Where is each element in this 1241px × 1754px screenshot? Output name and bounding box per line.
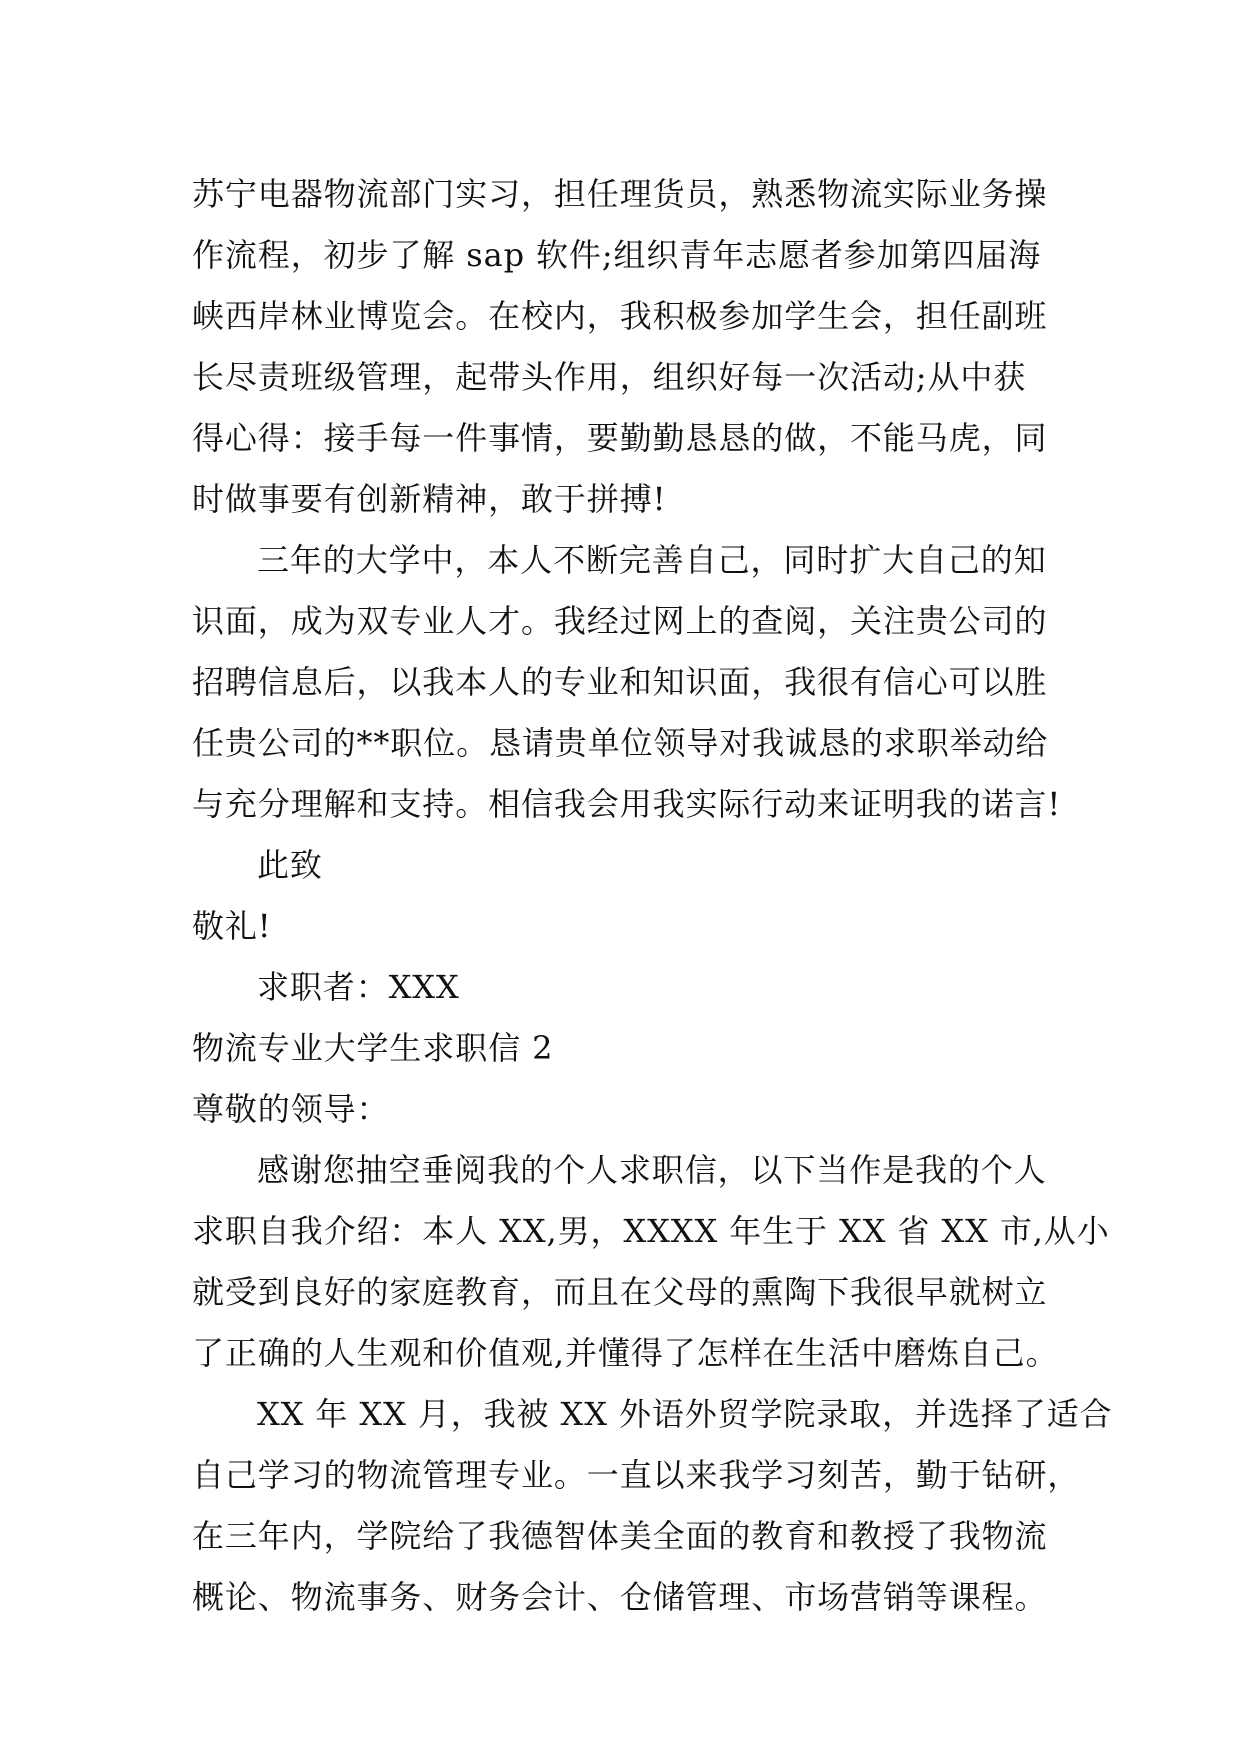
text-line: 就受到良好的家庭教育，而且在父母的熏陶下我很早就树立: [192, 1273, 1048, 1311]
text-line: 招聘信息后，以我本人的专业和知识面，我很有信心可以胜: [192, 663, 1048, 701]
section-title: 物流专业大学生求职信 2: [192, 1029, 554, 1067]
text-line: 了正确的人生观和价值观,并懂得了怎样在生活中磨炼自己。: [192, 1334, 1059, 1372]
text-line: 得心得：接手每一件事情，要勤勤恳恳的做，不能马虎，同: [192, 419, 1048, 457]
greeting-line: 尊敬的领导：: [192, 1090, 390, 1128]
text-line: 自己学习的物流管理专业。一直以来我学习刻苦，勤于钻研，: [192, 1456, 1081, 1494]
paragraph-start-line: XX 年 XX 月，我被 XX 外语外贸学院录取，并选择了适合: [257, 1395, 1113, 1433]
text-line: 任贵公司的**职位。恳请贵单位领导对我诚恳的求职举动给: [192, 724, 1049, 762]
closing-regards: 敬礼!: [192, 907, 272, 945]
text-line: 在三年内，学院给了我德智体美全面的教育和教授了我物流: [192, 1517, 1048, 1555]
text-line: 峡西岸林业博览会。在校内，我积极参加学生会，担任副班: [192, 297, 1048, 335]
paragraph-start-line: 三年的大学中，本人不断完善自己，同时扩大自己的知: [257, 541, 1047, 579]
paragraph-start-line: 感谢您抽空垂阅我的个人求职信，以下当作是我的个人: [257, 1151, 1047, 1189]
text-line: 求职自我介绍：本人 XX,男，XXXX 年生于 XX 省 XX 市,从小: [192, 1212, 1110, 1250]
signature-line: 求职者：XXX: [257, 968, 460, 1006]
letter-body: [192, 164, 1113, 1628]
text-line: 苏宁电器物流部门实习，担任理货员，熟悉物流实际业务操: [192, 175, 1048, 213]
text-line: 识面，成为双专业人才。我经过网上的查阅，关注贵公司的: [192, 602, 1048, 640]
text-line: 与充分理解和支持。相信我会用我实际行动来证明我的诺言!: [192, 785, 1062, 823]
closing-salutation: 此致: [257, 846, 323, 884]
text-line: 概论、物流事务、财务会计、仓储管理、市场营销等课程。: [192, 1578, 1048, 1616]
text-line: 作流程，初步了解 sap 软件;组织青年志愿者参加第四届海: [192, 236, 1042, 274]
text-line: 长尽责班级管理，起带头作用，组织好每一次活动;从中获: [192, 358, 1027, 396]
text-line: 时做事要有创新精神，敢于拼搏!: [192, 480, 667, 518]
